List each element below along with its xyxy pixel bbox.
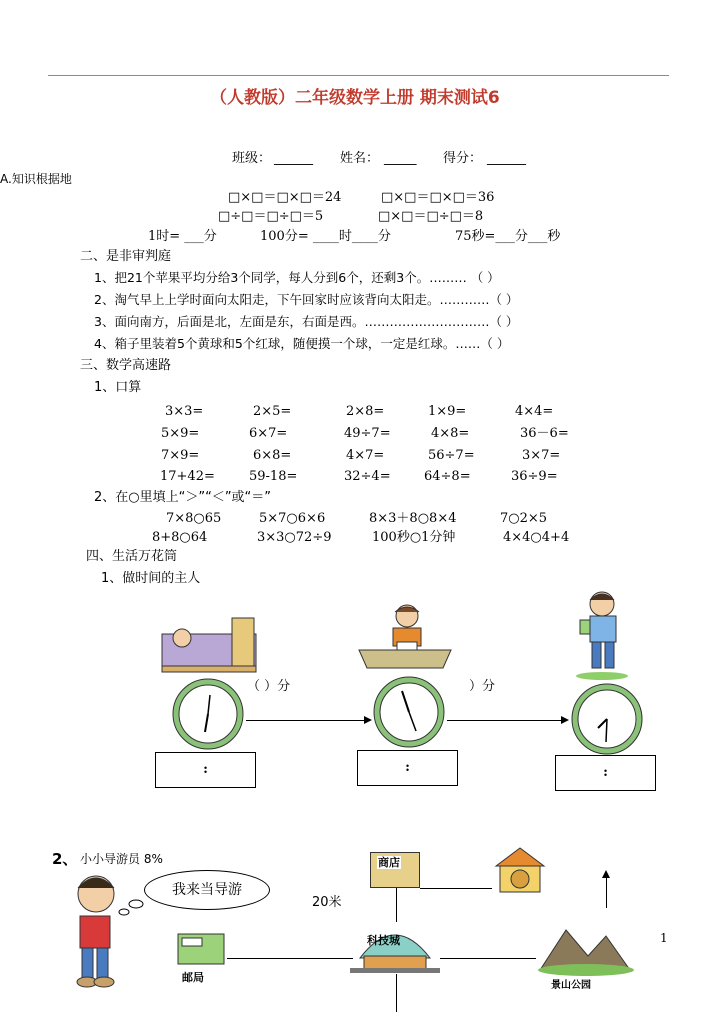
section-4-heading: 四、生活万花筒 xyxy=(86,549,178,564)
judge-item-3: 3、面向南方，后面是北，左面是东，右面是西。…………………………（ ） xyxy=(94,314,519,329)
compare-item: 5×7○6×6 xyxy=(259,511,326,526)
arrow-head-icon xyxy=(364,716,372,724)
compare-heading: 2、在○里填上“＞”“＜”或“＝” xyxy=(94,490,272,505)
compare-item: 7×8○65 xyxy=(166,511,222,526)
oral-item: 4×7= xyxy=(346,448,385,463)
map-road xyxy=(227,958,353,959)
map-road xyxy=(420,888,492,889)
shop-building-icon xyxy=(370,852,420,888)
clock-icon xyxy=(171,677,245,751)
studying-child-illustration xyxy=(357,602,455,674)
top-rule xyxy=(48,75,669,76)
time-answer-box[interactable]: : xyxy=(155,752,256,788)
shop-label: 商店 xyxy=(378,856,400,869)
oral-item: 49÷7= xyxy=(344,426,391,441)
distance-label: 20米 xyxy=(312,895,342,910)
oral-item: 36－6= xyxy=(520,426,569,441)
time-blank-2: ）分 xyxy=(469,679,496,694)
conversion-3: 75秒=___分___秒 xyxy=(455,229,561,244)
time-master-heading: 1、做时间的主人 xyxy=(101,571,201,586)
judge-item-2: 2、淘气早上上学时面向太阳走，下午回家时应该背向太阳走。…………（ ） xyxy=(94,292,519,307)
name-label: 姓名： xyxy=(340,151,380,166)
time-answer-box[interactable]: : xyxy=(555,755,656,791)
arrow-line xyxy=(447,720,561,721)
name-blank[interactable]: _____ xyxy=(384,151,417,166)
compare-item: 4×4○4+4 xyxy=(503,530,570,545)
post-office-label: 邮局 xyxy=(182,971,204,984)
oral-item: 7×9= xyxy=(161,448,200,463)
park-illustration xyxy=(536,920,634,976)
speech-bubble: 我来当导游 xyxy=(144,870,270,910)
section-a-heading: A.知识根据地 xyxy=(0,172,72,186)
conversion-1: 1时= ___分 xyxy=(148,229,217,244)
map-road xyxy=(440,958,536,959)
tour-guide-boy-illustration xyxy=(70,868,130,998)
tech-city-label: 科技城 xyxy=(367,934,400,947)
equation-4: □×□＝□÷□＝8 xyxy=(378,209,484,224)
zoo-building-icon xyxy=(490,846,550,894)
compare-item: 8×3＋8○8×4 xyxy=(369,511,457,526)
equation-3: □÷□＝□÷□＝5 xyxy=(218,209,324,224)
oral-item: 6×8= xyxy=(253,448,292,463)
compare-item: 100秒○1分钟 xyxy=(372,530,456,545)
oral-item: 17+42= xyxy=(160,469,215,484)
oral-item: 2×5= xyxy=(253,404,292,419)
thought-dots-icon xyxy=(118,896,146,918)
oral-item: 1×9= xyxy=(428,404,467,419)
sleeping-child-illustration xyxy=(160,616,260,676)
clock-icon xyxy=(372,675,446,749)
compare-item: 8+8○64 xyxy=(152,530,208,545)
oral-item: 36÷9= xyxy=(511,469,558,484)
class-blank[interactable]: ______ xyxy=(274,151,313,166)
page-number: 1 xyxy=(660,931,668,945)
oral-item: 64÷8= xyxy=(424,469,471,484)
arrow-head-icon xyxy=(561,716,569,724)
conversion-2: 100分= ____时____分 xyxy=(260,229,391,244)
score-label: 得分： xyxy=(443,151,483,166)
oral-item: 3×7= xyxy=(522,448,561,463)
equation-2: □×□＝□×□＝36 xyxy=(381,190,495,205)
compare-item: 7○2×5 xyxy=(500,511,548,526)
section-3-heading: 三、数学高速路 xyxy=(80,358,172,373)
oral-calc-heading: 1、口算 xyxy=(94,380,142,395)
north-arrow-icon xyxy=(606,876,607,908)
oral-item: 3×3= xyxy=(165,404,204,419)
oral-item: 4×8= xyxy=(431,426,470,441)
oral-item: 32÷4= xyxy=(344,469,391,484)
judge-item-4: 4、箱子里装着5个黄球和5个红球，随便摸一个球，一定是红球。……（ ） xyxy=(94,336,510,351)
time-answer-box[interactable]: : xyxy=(357,750,458,786)
park-label: 景山公园 xyxy=(551,980,591,991)
oral-item: 56÷7= xyxy=(428,448,475,463)
score-blank[interactable]: ______ xyxy=(487,151,526,166)
oral-item: 5×9= xyxy=(161,426,200,441)
judge-item-1: 1、把21个苹果平均分给3个同学，每人分到6个，还剩3个。……… （ ） xyxy=(94,270,500,285)
oral-item: 6×7= xyxy=(249,426,288,441)
page-title: （人教版）二年级数学上册 期末测试6 xyxy=(210,88,500,108)
oral-item: 2×8= xyxy=(346,404,385,419)
walking-child-illustration xyxy=(572,588,636,682)
equation-1: □×□＝□×□＝24 xyxy=(228,190,342,205)
arrow-line xyxy=(246,720,364,721)
oral-item: 4×4= xyxy=(515,404,554,419)
section-2-heading: 二、是非审判庭 xyxy=(80,249,172,264)
clock-icon xyxy=(570,682,644,756)
north-arrowhead-icon xyxy=(602,870,610,878)
map-road xyxy=(396,884,397,922)
time-blank-1: （ ）分 xyxy=(247,679,291,694)
class-label: 班级： xyxy=(232,151,272,166)
tour-guide-heading: 小小导游员 8% xyxy=(80,852,163,866)
compare-item: 3×3○72÷9 xyxy=(257,530,332,545)
post-office-building-icon xyxy=(176,932,226,966)
tour-guide-number: 2、 xyxy=(52,850,78,868)
oral-item: 59-18= xyxy=(249,469,298,484)
map-road xyxy=(396,974,397,1012)
